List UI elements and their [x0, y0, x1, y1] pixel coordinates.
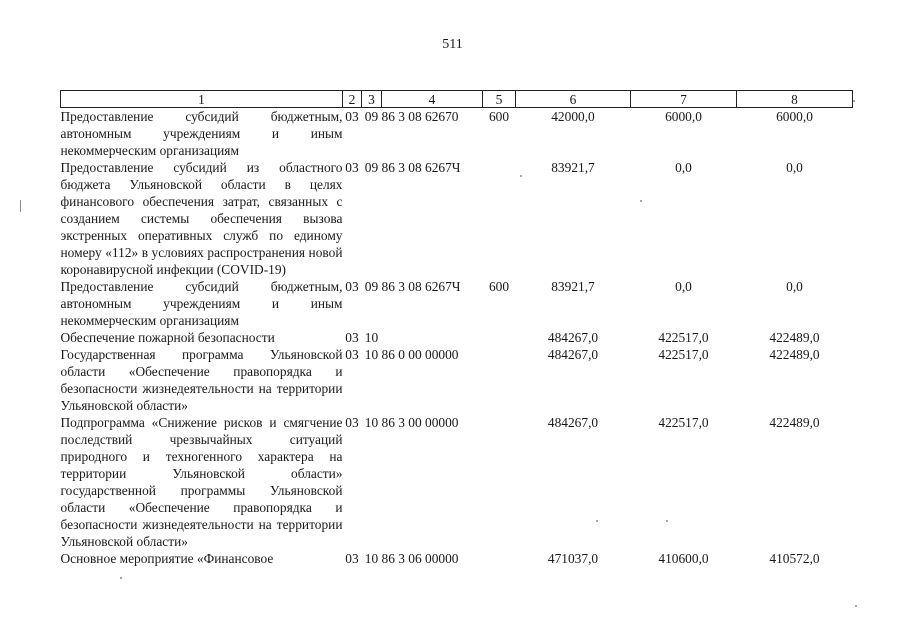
- scan-speck: [520, 175, 522, 177]
- row-expense-type: [483, 159, 516, 278]
- row-subsection: 09: [364, 279, 379, 294]
- scan-speck: [666, 520, 668, 522]
- row-name: Предоставление субсидий бюджетным, автономным учреждениям и иным некоммерческим организациям: [60, 279, 343, 328]
- row-section: 03: [345, 347, 359, 362]
- table-row: [61, 278, 853, 329]
- table-row: [61, 550, 853, 567]
- row-section: 03: [345, 109, 359, 124]
- row-expense-type: [483, 346, 516, 414]
- row-section: 03: [345, 330, 359, 345]
- budget-table: [60, 90, 853, 567]
- header-col-1: 1: [61, 91, 343, 108]
- table-row: [61, 346, 853, 414]
- row-target-code: 86 3 06 00000: [381, 551, 459, 566]
- row-value-8: 422489,0: [769, 415, 820, 430]
- row-expense-type: [483, 329, 516, 346]
- row-value-6: 42000,0: [551, 109, 595, 124]
- row-target-code: 86 3 00 00000: [381, 415, 459, 430]
- row-subsection: 09: [364, 109, 379, 124]
- table-row: [61, 159, 853, 278]
- row-subsection: 10: [364, 347, 379, 362]
- row-value-7: 410600,0: [658, 551, 709, 566]
- table-row: [61, 329, 853, 346]
- header-col-2: 2: [343, 91, 362, 108]
- row-subsection: 10: [364, 551, 379, 566]
- scan-speck: [855, 605, 857, 607]
- row-expense-type: 600: [488, 279, 510, 294]
- row-section: 03: [345, 160, 359, 175]
- row-value-7: 422517,0: [658, 330, 709, 345]
- row-value-6: 83921,7: [551, 160, 595, 175]
- header-col-4: 4: [382, 91, 483, 108]
- header-col-3: 3: [362, 91, 382, 108]
- row-value-6: 484267,0: [547, 347, 599, 362]
- header-col-7: 7: [631, 91, 737, 108]
- row-value-7: 422517,0: [658, 415, 709, 430]
- scan-speck: [596, 520, 598, 522]
- row-value-6: 484267,0: [547, 330, 599, 345]
- row-value-8: 6000,0: [776, 109, 813, 124]
- header-col-8: 8: [737, 91, 853, 108]
- row-name: Основное мероприятие «Финансовое: [60, 551, 274, 566]
- row-target-code: [382, 329, 483, 346]
- scan-speck: [640, 200, 642, 202]
- row-value-7: 0,0: [675, 160, 692, 175]
- row-value-7: 422517,0: [658, 347, 709, 362]
- row-value-8: 0,0: [786, 279, 803, 294]
- row-section: 03: [345, 279, 359, 294]
- table-header: [61, 91, 853, 108]
- row-value-6: 83921,7: [551, 279, 595, 294]
- row-name: Предоставление субсидий бюджетным, автономным учреждениям и иным некоммерческим организациям: [60, 109, 343, 158]
- row-value-6: 484267,0: [547, 415, 599, 430]
- scan-speck: [853, 100, 855, 102]
- row-name: Обеспечение пожарной безопасности: [60, 330, 275, 345]
- row-value-8: 422489,0: [769, 330, 820, 345]
- row-expense-type: [483, 414, 516, 550]
- row-value-8: 422489,0: [769, 347, 820, 362]
- table-row: [61, 108, 853, 160]
- row-value-7: 6000,0: [665, 109, 702, 124]
- scan-speck: [120, 577, 122, 579]
- table-body: [61, 108, 853, 568]
- row-target-code: 86 0 00 00000: [381, 347, 459, 362]
- row-value-8: 410572,0: [769, 551, 820, 566]
- row-target-code: 86 3 08 6267Ч: [381, 160, 461, 175]
- header-col-6: 6: [516, 91, 631, 108]
- row-value-8: 0,0: [786, 160, 803, 175]
- row-name: Предоставление субсидий из областного бюджета Ульяновской области в целях финансового обеспечения затрат, связанных с созданием системы обеспечения вызова экстренных оперативных служб по единому номеру «112» в условиях распространения новой коронавирусной инфекции (COVID-19): [60, 160, 343, 277]
- page-number: 511: [442, 37, 463, 52]
- row-section: 03: [345, 551, 359, 566]
- header-row: [61, 91, 853, 108]
- row-target-code: 86 3 08 62670: [381, 109, 459, 124]
- row-expense-type: 600: [488, 109, 510, 124]
- row-expense-type: [483, 550, 516, 567]
- row-name: Подпрограмма «Снижение рисков и смягчение последствий чрезвычайных ситуаций природного и техногенного характера на территории Ульяновской области» государственной программы Ульяновской области «Обеспечение правопорядка и безопасности жизнедеятельности на территории Ульяновской области»: [60, 415, 343, 549]
- row-section: 03: [345, 415, 359, 430]
- scan-speck: [20, 200, 21, 212]
- row-subsection: 09: [364, 160, 379, 175]
- row-value-6: 471037,0: [547, 551, 599, 566]
- row-name: Государственная программа Ульяновской области «Обеспечение правопорядка и безопасности жизнедеятельности на территории Ульяновской области»: [60, 347, 343, 413]
- table-row: [61, 414, 853, 550]
- row-subsection: 10: [364, 415, 379, 430]
- header-col-5: 5: [483, 91, 516, 108]
- row-value-7: 0,0: [675, 279, 692, 294]
- row-target-code: 86 3 08 6267Ч: [381, 279, 461, 294]
- row-subsection: 10: [364, 330, 379, 345]
